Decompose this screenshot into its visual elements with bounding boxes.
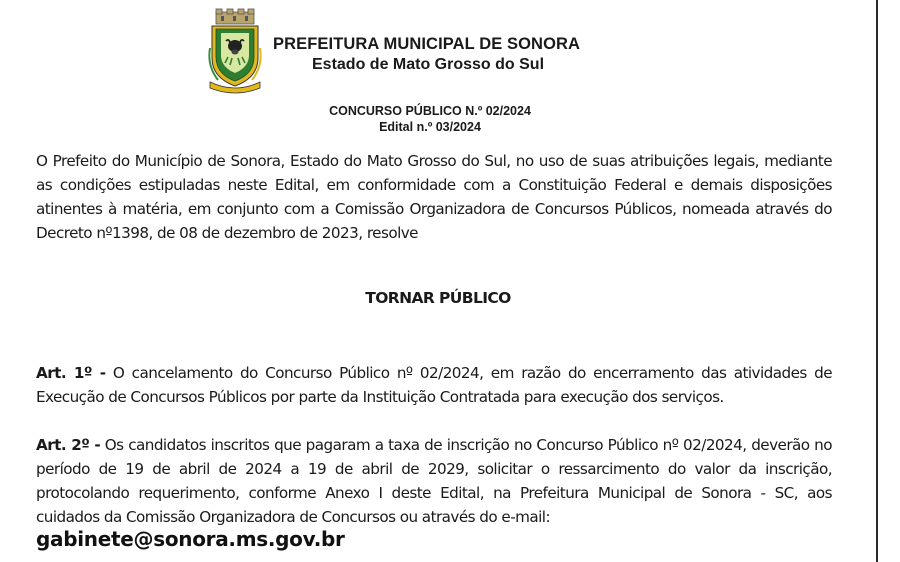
page-border — [876, 0, 878, 562]
article-2 — [36, 433, 832, 529]
document-header — [206, 8, 706, 98]
article-2-label: Art. 2º - — [36, 436, 101, 454]
municipality-title: PREFEITURA MUNICIPAL DE SONORA — [273, 35, 581, 53]
article-1 — [36, 361, 832, 409]
article-2-text: Os candidatos inscritos que pagaram a taxa de inscrição no Concurso Público nº 02/2024, deverão no período de 19 de abril de 2024 a 19 de abril de 2029, solicitar o ressarcimento do valor da inscrição, protocolando requerimento, conforme Anexo I deste Edital, na Prefeitura Municipal de Sonora - SC, aos cuidados da Comissão Organizadora de Concursos ou através do e-mail: — [36, 436, 833, 526]
state-subtitle: Estado de Mato Grosso do Sul — [312, 56, 545, 73]
contact-email: gabinete@sonora.ms.gov.br — [36, 527, 345, 551]
edital-number: Edital n.º 03/2024 — [379, 120, 481, 134]
section-heading: TORNAR PÚBLICO — [365, 289, 511, 307]
contest-title: CONCURSO PÚBLICO N.º 02/2024 — [329, 104, 531, 118]
municipal-crest-icon — [206, 8, 264, 94]
intro-paragraph: O Prefeito do Município de Sonora, Estado do Mato Grosso do Sul, no uso de suas atribuições legais, mediante as condições estipuladas neste Edital, em conformidade com a Constituição Federal e demais disposições atinentes à matéria, em conjunto com a Comissão Organizadora de Concursos Públicos, nomeada através do Decreto nº1398, de 08 de dezembro de 2023, resolve — [36, 152, 832, 242]
article-1-text: O cancelamento do Concurso Público nº 02/2024, em razão do encerramento das atividades de Execução de Concursos Públicos por parte da Instituição Contratada para execução dos serviços. — [36, 364, 832, 406]
article-1-label: Art. 1º - — [36, 364, 106, 382]
